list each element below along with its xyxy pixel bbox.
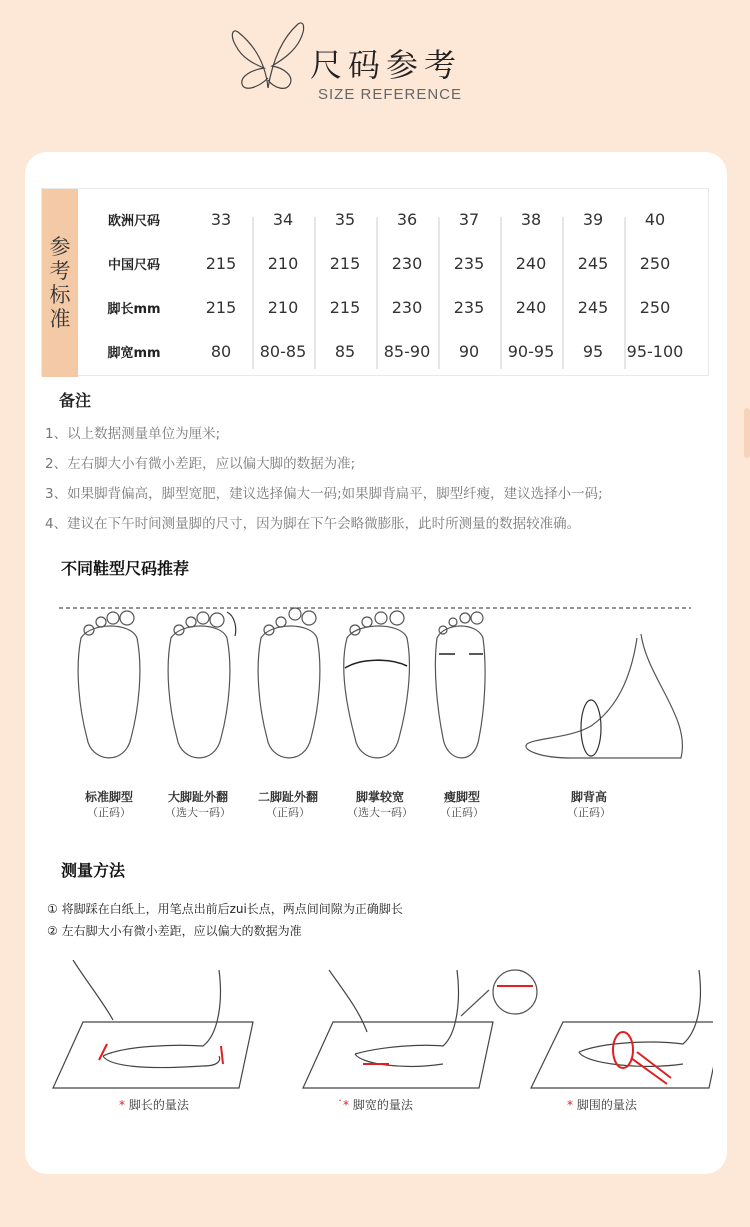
scroll-indicator[interactable] <box>744 408 750 458</box>
table-cell: 240 <box>515 297 547 317</box>
foot-length-diagram <box>53 960 253 1088</box>
standard-foot-icon <box>78 611 140 758</box>
bunion-foot-icon <box>168 612 236 758</box>
row-label: 脚长mm <box>107 301 161 317</box>
asterisk-icon: * <box>119 1098 125 1112</box>
note-item: 1、以上数据测量单位为厘米; <box>45 426 221 442</box>
caption-text: 脚长的量法 <box>128 1098 189 1112</box>
row-label: 欧洲尺码 <box>107 213 160 229</box>
size-table-side-label <box>42 189 78 377</box>
table-cell: 210 <box>267 297 299 317</box>
table-cell: 33 <box>210 209 232 229</box>
row-label: 中国尺码 <box>107 257 160 273</box>
measure-title: 测量方法 <box>61 861 126 880</box>
foot-types-title: 不同鞋型尺码推荐 <box>61 559 190 578</box>
size-table <box>41 188 709 376</box>
table-row-foot-width <box>78 329 708 373</box>
note-item: 2、左右脚大小有微小差距，应以偏大脚的数据为准; <box>45 456 356 472</box>
measure-illustration <box>43 960 713 1100</box>
table-cell: 34 <box>272 209 294 229</box>
table-cell: 40 <box>644 209 666 229</box>
table-cell: 38 <box>520 209 542 229</box>
high-instep-foot-icon <box>526 634 683 758</box>
foot-type-advice: （正码） <box>266 806 310 819</box>
foot-type-advice: （正码） <box>567 806 611 819</box>
table-cell: 245 <box>577 297 609 317</box>
table-cell: 35 <box>334 209 356 229</box>
foot-type-name: 瘦脚型 <box>443 790 480 804</box>
butterfly-icon <box>228 18 306 94</box>
table-cell: 250 <box>639 253 671 273</box>
side-label-char: 参 <box>49 235 71 259</box>
foot-type-advice: （选大一码） <box>347 806 413 819</box>
measure-step: ① 将脚踩在白纸上，用笔点出前后zui长点，两点间间隙为正确脚长 <box>47 902 403 916</box>
caption-text: 脚围的量法 <box>576 1098 637 1112</box>
measure-caption <box>567 1096 637 1113</box>
foot-types-illustration <box>51 598 711 778</box>
wide-foot-icon <box>344 611 410 758</box>
asterisk-icon: ˙* <box>337 1098 349 1112</box>
table-cell: 80 <box>210 341 232 361</box>
table-cell: 95-100 <box>626 341 684 361</box>
table-cell: 215 <box>205 297 237 317</box>
content-card <box>25 152 727 1174</box>
table-cell: 80-85 <box>259 341 307 361</box>
table-cell: 240 <box>515 253 547 273</box>
note-item: 4、建议在下午时间测量脚的尺寸，因为脚在下午会略微膨胀，此时所测量的数据较准确。 <box>45 516 581 532</box>
table-cell: 215 <box>205 253 237 273</box>
table-cell: 235 <box>453 253 485 273</box>
table-cell: 39 <box>582 209 604 229</box>
table-cell: 215 <box>329 297 361 317</box>
foot-width-diagram <box>303 970 537 1088</box>
foot-type-name: 脚背高 <box>570 790 607 804</box>
side-label-char: 考 <box>49 259 71 283</box>
table-cell: 90 <box>458 341 480 361</box>
foot-type-name: 二脚趾外翻 <box>257 790 318 804</box>
table-cell: 90-95 <box>507 341 555 361</box>
table-cell: 250 <box>639 297 671 317</box>
foot-type-name: 脚掌较宽 <box>355 790 404 804</box>
measure-caption <box>337 1096 413 1113</box>
table-cell: 95 <box>582 341 604 361</box>
table-cell: 210 <box>267 253 299 273</box>
notes-title: 备注 <box>59 391 92 410</box>
asterisk-icon: * <box>567 1098 573 1112</box>
table-row-foot-length <box>78 285 708 329</box>
foot-type-advice: （选大一码） <box>165 806 231 819</box>
second-toe-foot-icon <box>258 608 320 758</box>
foot-girth-diagram <box>531 970 713 1088</box>
measure-step: ② 左右脚大小有微小差距，应以偏大的数据为准 <box>47 924 302 938</box>
table-cell: 85 <box>334 341 356 361</box>
side-label-char: 标 <box>49 283 71 307</box>
foot-type-name: 大脚趾外翻 <box>167 790 228 804</box>
table-cell: 215 <box>329 253 361 273</box>
table-row-eu-size <box>78 197 708 241</box>
foot-type-advice: （正码） <box>87 806 131 819</box>
caption-text: 脚宽的量法 <box>352 1098 413 1112</box>
table-cell: 230 <box>391 297 423 317</box>
table-cell: 230 <box>391 253 423 273</box>
row-label: 脚宽mm <box>107 345 161 361</box>
table-cell: 245 <box>577 253 609 273</box>
note-item: 3、如果脚背偏高，脚型宽肥，建议选择偏大一码;如果脚背扁平，脚型纤瘦，建议选择小一码; <box>45 486 603 502</box>
foot-type-name: 标准脚型 <box>84 790 133 804</box>
measure-caption <box>119 1096 189 1113</box>
page-title: 尺码参考 <box>310 46 463 84</box>
page-header <box>0 0 750 150</box>
table-cell: 85-90 <box>383 341 431 361</box>
foot-type-advice: （正码） <box>440 806 484 819</box>
page-subtitle: SIZE REFERENCE <box>318 86 463 103</box>
table-cell: 36 <box>396 209 418 229</box>
table-row-cn-size <box>78 241 708 285</box>
table-cell: 235 <box>453 297 485 317</box>
narrow-foot-icon <box>435 612 485 758</box>
table-cell: 37 <box>458 209 480 229</box>
side-label-char: 准 <box>49 307 71 331</box>
